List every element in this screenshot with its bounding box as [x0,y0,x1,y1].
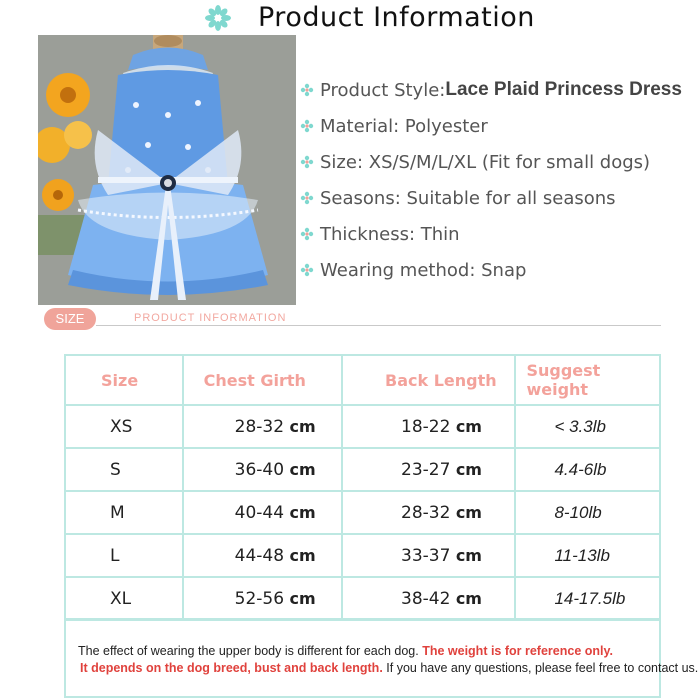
note-line-1 [78,644,613,658]
back-value: 28-32 [401,502,451,523]
unit-label: cm [289,416,316,436]
back-value: 23-27 [401,459,451,480]
info-label: Seasons: Suitable for all seasons [320,187,616,209]
chest-cell [183,405,342,448]
info-item-style [300,72,700,108]
info-value: Lace Plaid Princess Dress [445,79,682,100]
back-value: 18-22 [401,416,451,437]
column-header-size: Size [65,355,183,405]
chest-value: 28-32 [234,416,285,437]
info-label: Size: XS/S/M/L/XL (Fit for small dogs) [320,151,651,173]
unit-label: cm [455,588,482,608]
size-chart-table [64,354,661,621]
back-cell [342,491,515,534]
size-cell: XL [65,577,183,620]
size-cell: M [65,491,183,534]
page-title: Product Information [258,2,535,33]
column-header-weight: Suggest weight [515,355,660,405]
chest-value: 52-56 [234,588,285,609]
table-row [65,405,660,448]
table-row [65,577,660,620]
unit-label: cm [289,502,316,522]
column-header-chest: Chest Girth [183,355,342,405]
info-item-material [300,108,700,144]
column-header-back: Back Length [342,355,515,405]
unit-label: cm [455,459,482,479]
back-cell [342,534,515,577]
note-line-2 [80,661,698,675]
divider [96,325,661,326]
size-note-box [64,618,699,698]
flower-icon [204,4,232,32]
back-cell [342,405,515,448]
product-photo [38,35,296,305]
table-row [65,448,660,491]
chest-cell [183,448,342,491]
chest-value: 44-48 [234,545,285,566]
info-label: Material: Polyester [320,115,488,137]
note-text: The effect of wearing the upper body is different for each dog. [78,644,423,658]
note-warning: It depends on the dog breed, bust and back length. [80,661,383,675]
info-item-size [300,144,700,180]
note-text: If you have any questions, please feel free to contact us. [382,661,699,675]
chest-value: 36-40 [234,459,285,480]
chest-value: 40-44 [234,502,285,523]
flower-bullet-icon [300,83,314,97]
unit-label: cm [289,459,316,479]
section-caption: PRODUCT INFORMATION [134,312,287,324]
info-label: Wearing method: Snap [320,259,527,281]
unit-label: cm [455,545,482,565]
header [200,2,620,36]
chest-cell [183,491,342,534]
info-item-thickness [300,216,700,252]
weight-cell: 11-13lb [515,534,660,577]
flower-bullet-icon [300,155,314,169]
info-label: Product Style: [320,79,446,101]
table-header-row [65,355,660,405]
flower-bullet-icon [300,119,314,133]
chest-cell [183,577,342,620]
table-row [65,491,660,534]
weight-cell: 4.4-6lb [515,448,660,491]
product-info-list [300,72,700,288]
unit-label: cm [455,416,482,436]
unit-label: cm [455,502,482,522]
size-cell: S [65,448,183,491]
back-cell [342,448,515,491]
note-warning: The weight is for reference only. [422,644,613,658]
size-tab-badge: SIZE [44,308,96,330]
flower-bullet-icon [300,191,314,205]
unit-label: cm [289,545,316,565]
flower-bullet-icon [300,263,314,277]
weight-cell: 8-10lb [515,491,660,534]
info-label: Thickness: Thin [320,223,460,245]
weight-cell: < 3.3lb [515,405,660,448]
flower-bullet-icon [300,227,314,241]
chest-cell [183,534,342,577]
back-value: 38-42 [401,588,451,609]
weight-cell: 14-17.5lb [515,577,660,620]
back-value: 33-37 [401,545,451,566]
size-cell: XS [65,405,183,448]
info-item-wearing [300,252,700,288]
size-cell: L [65,534,183,577]
table-row [65,534,660,577]
back-cell [342,577,515,620]
unit-label: cm [289,588,316,608]
info-item-seasons [300,180,700,216]
